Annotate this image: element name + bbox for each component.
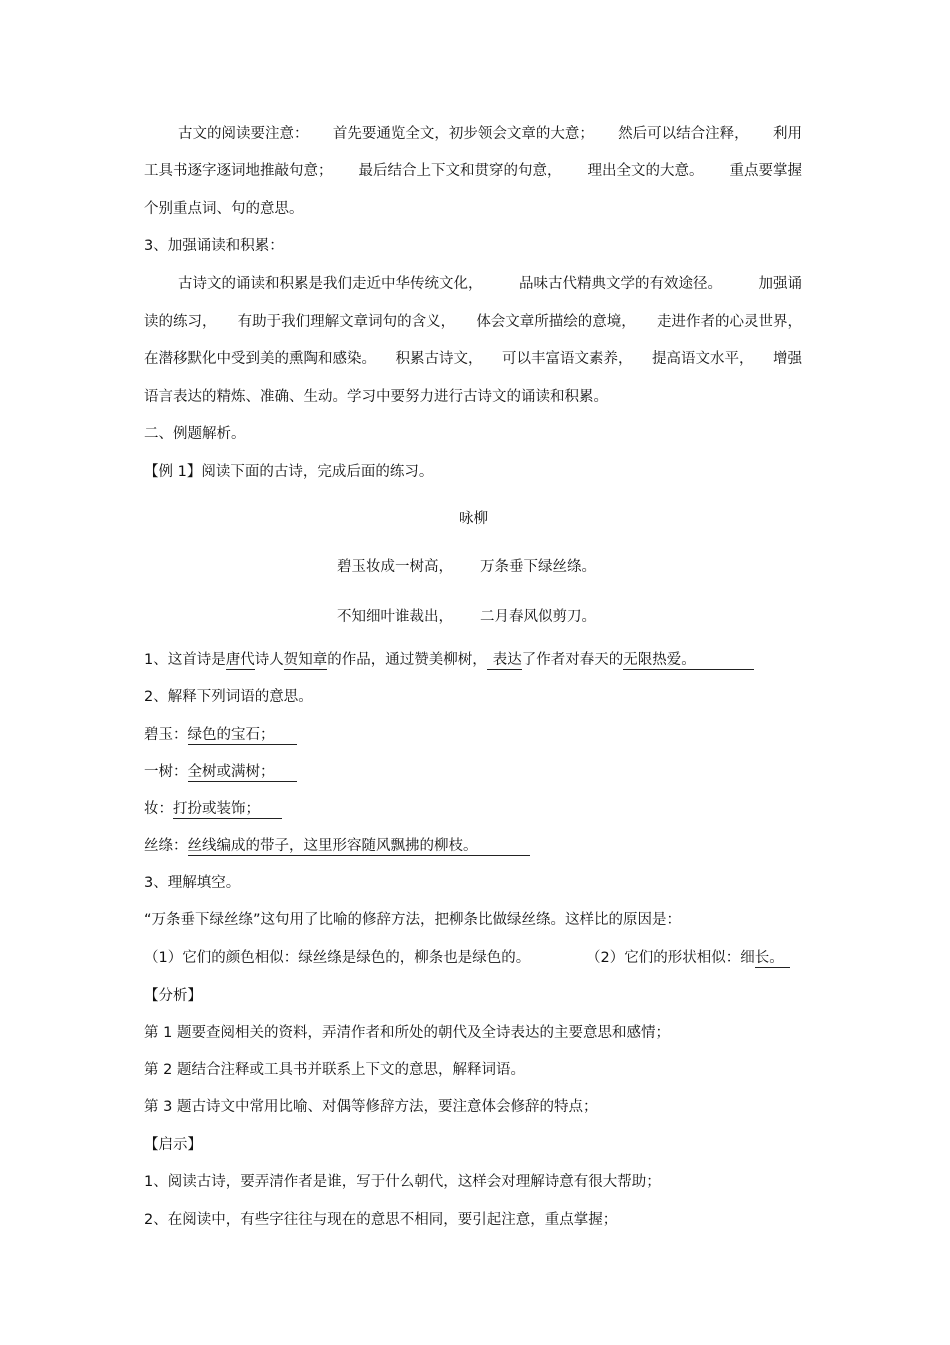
p1-line2: [144, 161, 802, 181]
p1-line3: 个别重点词、句的意思。: [144, 201, 304, 217]
text-span: 加强诵: [758, 276, 802, 292]
p2-line2: [144, 312, 802, 332]
text-span: 然后可以结合注释，: [618, 126, 749, 142]
hint-heading: 【启示】: [144, 1137, 202, 1153]
text-span: 可以丰富语文素养，: [502, 351, 633, 367]
question-3-title: 3、理解填空。: [144, 875, 241, 891]
text-span: 有助于我们理解文章词句的含义，: [237, 314, 456, 330]
term-row: [144, 799, 282, 819]
term-label: 一树：: [144, 764, 188, 780]
analysis-heading: 【分析】: [144, 988, 202, 1004]
text-span: 体会文章所描绘的意境，: [476, 314, 636, 330]
analysis-line: 第 3 题古诗文中常用比喻、对偶等修辞方法，要注意体会修辞的特点；: [144, 1099, 598, 1115]
text-span: 提高语文水平，: [652, 351, 754, 367]
text-span: 表达: [492, 652, 522, 668]
p1-line1: [178, 124, 802, 144]
text-span: 绿色的宝石；: [187, 727, 275, 743]
question-3-line2b: [586, 948, 790, 968]
text-span: 1、这首诗是: [144, 652, 226, 668]
text-span: 品味古代精典文学的有效途径。: [519, 276, 722, 292]
p2-line4: 语言表达的精炼、准确、生动。学习中要努力进行古诗文的诵读和积累。: [144, 389, 608, 405]
text-span: 无限热爱。: [623, 652, 696, 668]
section-heading: 3、加强诵读和积累：: [144, 238, 284, 254]
answer-blank: [188, 838, 530, 856]
term-row: [144, 725, 297, 745]
poem-line2a: 不知细叶谁裁出，: [337, 609, 453, 625]
term-row: [144, 762, 297, 782]
text-span: 全树或满树；: [187, 764, 275, 780]
text-span: （2）它们的形状相似：细: [586, 950, 755, 966]
answer-blank: [173, 801, 282, 819]
text-span: 读的练习，: [144, 314, 217, 330]
text-span: 理出全文的大意。: [587, 163, 704, 179]
text-span: 增强: [773, 351, 802, 367]
text-span: 利用: [772, 126, 802, 142]
text-span: 的作品，通过赞美柳树，: [327, 652, 487, 668]
poem-line1a: 碧玉妆成一树高，: [337, 559, 453, 575]
term-label: 丝绦：: [144, 838, 188, 854]
section-heading: 二、例题解析。: [144, 426, 246, 442]
answer-blank: [188, 764, 297, 782]
term-label: 妆：: [144, 801, 173, 817]
text-span: 古诗文的诵读和积累是我们走近中华传统文化，: [178, 276, 483, 292]
text-span: 最后结合上下文和贯穿的句意，: [358, 163, 562, 179]
poem-title: 咏柳: [459, 511, 488, 527]
p2-line1: [178, 274, 802, 294]
text-span: 古文的阅读要注意：: [178, 126, 309, 142]
term-row: [144, 836, 530, 856]
p2-line3: [144, 349, 802, 369]
analysis-line: 第 2 题结合注释或工具书并联系上下文的意思，解释词语。: [144, 1062, 525, 1078]
text-span: 重点要掌握: [729, 163, 802, 179]
text-span: 了作者对春天的: [521, 652, 624, 668]
question-3-line1: “万条垂下绿丝绦”这句用了比喻的修辞方法，把柳条比做绿丝绦。这样比的原因是：: [144, 912, 682, 928]
answer-blank: 唐代: [225, 652, 255, 668]
answer-blank: 贺知章: [283, 652, 328, 668]
example-heading: 【例 1】阅读下面的古诗，完成后面的练习。: [144, 464, 434, 480]
question-3-line2a: （1）它们的颜色相似：绿丝绦是绿色的，柳条也是绿色的。: [144, 950, 531, 966]
hint-line: 2、在阅读中，有些字往往与现在的意思不相同，要引起注意，重点掌握；: [144, 1212, 618, 1228]
answer-blank: [487, 652, 522, 670]
analysis-line: 第 1 题要查阅相关的资料，弄清作者和所处的朝代及全诗表达的主要意思和感情；: [144, 1025, 670, 1041]
text-span: 积累古诗文，: [395, 351, 483, 367]
answer-blank: [755, 950, 790, 968]
hint-line: 1、阅读古诗，要弄清作者是谁，写于什么朝代，这样会对理解诗意有很大帮助；: [144, 1174, 661, 1190]
term-label: 碧玉：: [144, 727, 188, 743]
text-span: 在潜移默化中受到美的熏陶和感染。: [144, 351, 376, 367]
text-span: 打扮或装饰；: [173, 801, 260, 817]
question-2-title: 2、解释下列词语的意思。: [144, 689, 313, 705]
text-span: 长。: [754, 950, 784, 966]
text-span: 诗人: [254, 652, 284, 668]
answer-blank: [623, 652, 754, 670]
question-1: [144, 650, 754, 670]
text-span: 首先要通览全文，初步领会文章的大意；: [332, 126, 594, 142]
text-span: 走进作者的心灵世界，: [656, 314, 802, 330]
text-span: 丝线编成的带子，这里形容随风飘拂的柳枝。: [187, 838, 478, 854]
answer-blank: [188, 727, 297, 745]
poem-line2b: 二月春风似剪刀。: [480, 609, 596, 625]
poem-line1b: 万条垂下绿丝绦。: [480, 559, 596, 575]
text-span: 工具书逐字逐词地推敲句意；: [144, 163, 333, 179]
